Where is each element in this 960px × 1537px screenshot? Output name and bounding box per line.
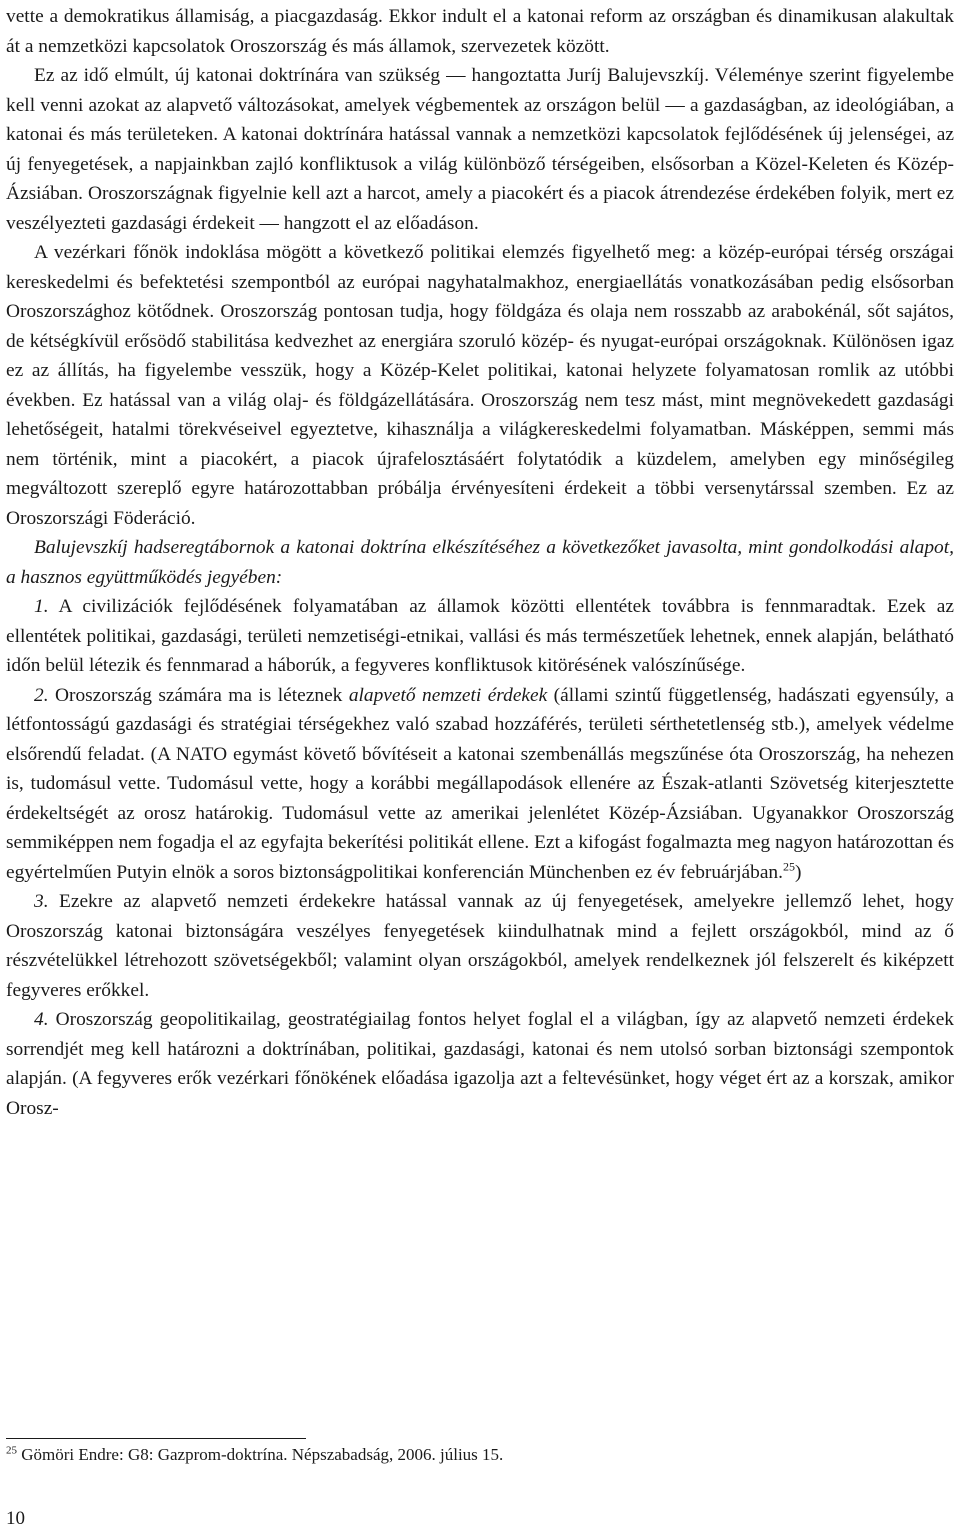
paragraph-continued: vette a demokratikus államiság, a piacgazdaság. Ekkor indult el a katonai reform az országban és dinamikusan alakultak át a nemzetközi kapcsolatok Oroszország és más államok, szervezetek között. [6, 6, 954, 57]
list-item-2-text-b: (állami szintű függetlenség, hadászati egyensúly, a létfontosságú gazdasági és stratégiai térségekhez való szabad hozzáférés, területi sérthetetlenség stb.), amelyek védelme elsőrendű feladat. (A NATO egymást követő bővítéseit a katonai szembenállás megszűnése óta Oroszország, ha nehezen is, tudomásul vette. Tudomásul vette, hogy a korábbi megállapodások ellenére az Észak-atlanti Szövetség kiterjesztette érdekeltségét az orosz határokig. Tudomásul vette az amerikai jelenlétet Közép-Ázsiában. Ugyanakkor Oroszország semmiképpen nem fogadja el az egyfajta bekerítési politikát ellene. Ezt a kifogást fogalmazta meg nagyon határozottan és egyértelműen Putyin elnök a soros biztonságpolitikai konferencián Münchenben ez év februárjában. [6, 684, 954, 883]
list-item-1-text: A civilizációk fejlődésének folyamatában az államok közötti ellentétek továbbra is fennmaradtak. Ezek az ellentétek politikai, gazdasági, területi nemzetiségi-etnikai, vallási és más természetűek lehetnek, ennek alapján, belátható időn belül létezik és fennmarad a háborúk, a fegyveres konfliktusok kitörésének valószínűsége. [6, 596, 954, 676]
paragraph-doctrine-need: Ez az idő elmúlt, új katonai doktrínára van szükség — hangoztatta Juríj Balujevszkíj. Véleménye szerint figyelembe kell venni azokat az alapvető változásokat, amelyek végbementek az országon belül — a gazdaságban, az ideológiában, a katonai és más területeken. A katonai doktrínára hatással vannak a nemzetközi kapcsolatok fejlődésének új jelenségei, az új fenyegetések, a napjainkban zajló konfliktusok a világ különböző térségeiben, elsősorban a Közel-Keleten és Közép-Ázsiában. Oroszországnak figyelnie kell azt a harcot, amely a piacokért és a piacok átrendezése érdekében folyik, mert ez veszélyezteti gazdasági érdekeit — hangzott el az előadáson. [6, 65, 954, 234]
list-item-3-number: 3. [34, 891, 49, 912]
footnote-divider [6, 1438, 306, 1439]
list-item-4 [6, 1005, 954, 1123]
page-number: 10 [6, 1508, 25, 1529]
list-item-3 [6, 887, 954, 1005]
list-item-2-text-a: Oroszország számára ma is léteznek [48, 684, 349, 706]
list-item-1 [6, 592, 954, 681]
document-body [6, 2, 954, 1123]
list-item-2-emphasis: alapvető nemzeti érdekek [348, 684, 548, 706]
paragraph-analysis: A vezérkari főnök indoklása mögött a következő politikai elemzés figyelhető meg: a közép-európai térség országai kereskedelmi és befektetési szempontból az európai nagyhatalmakhoz, energiaellátás vonatkozásában pedig elsősorban Oroszországhoz kötődnek. Oroszország pontosan tudja, hogy földgáza és olaja nem rosszabb az arabokénál, sőt sajátos, de kétségkívül erősödő stabilitása kedvezhet az energiára szoruló közép- és nyugat-európai országoknak. Különösen igaz ez az állítás, ha figyelembe vesszük, hogy a Közép-Kelet politikai, katonai helyzete folyamatosan romlik az utóbbi években. Ez hatással van a világ olaj- és földgázellátására. Oroszország nem tesz mást, mint megnövekedett gazdasági lehetőségeit, hatalmi törekvéseivel egyeztetve, kihasználja a világkereskedelmi folyamatban. Másképpen, semmi más nem történik, mint a piacokért, a piacok újrafelosztásáért folytatódik a küzdelem, amelyben egy minőségileg megváltozott szereplő egyre határozottabban próbálja érvényesíteni érdekeit a többi versenytárssal szemben. Ez az Oroszországi Föderáció. [6, 242, 954, 529]
list-item-4-number: 4. [34, 1009, 49, 1030]
footnote-reference[interactable]: 25 [782, 859, 795, 874]
footnote-number: 25 [6, 1444, 17, 1457]
list-item-2-close: ) [794, 861, 802, 883]
list-item-3-text: Ezekre az alapvető nemzeti érdekekre hatással vannak az új fenyegetések, amelyekre jellemző lehet, hogy Oroszország katonai biztonságára veszélyes fenyegetések kiindulhatnak mind a fejlett országokból, mind az ő részvételükkel létrehozott szövetségekből; valamint olyan országokból, amelyek rendelkeznek jól felszerelt és kiképzett fegyveres erőkkel. [6, 891, 954, 1001]
list-item-2 [6, 681, 954, 888]
footnote-text: Gömöri Endre: G8: Gazprom-doktrína. Népszabadság, 2006. július 15. [17, 1445, 504, 1464]
list-item-2-number: 2. [34, 684, 49, 706]
list-item-4-text: Oroszország geopolitikailag, geostratégiailag fontos helyet foglal el a világban, így az alapvető nemzeti érdekek sorrendjét meg kell határozni a doktrínában, politikai, gazdasági, katonai és nem utolsó sorban biztonsági szempontok alapján. (A fegyveres erők vezérkari főnökének előadása igazolja azt a feltevésünket, hogy véget ért az a korszak, amikor Orosz- [6, 1009, 954, 1119]
footnote [6, 1443, 503, 1467]
list-item-1-number: 1. [34, 596, 49, 617]
paragraph-proposals-intro: Balujevszkíj hadseregtábornok a katonai doktrína elkészítéséhez a következőket javasolta, mint gondolkodási alapot, a hasznos együttműködés jegyében: [6, 537, 954, 588]
